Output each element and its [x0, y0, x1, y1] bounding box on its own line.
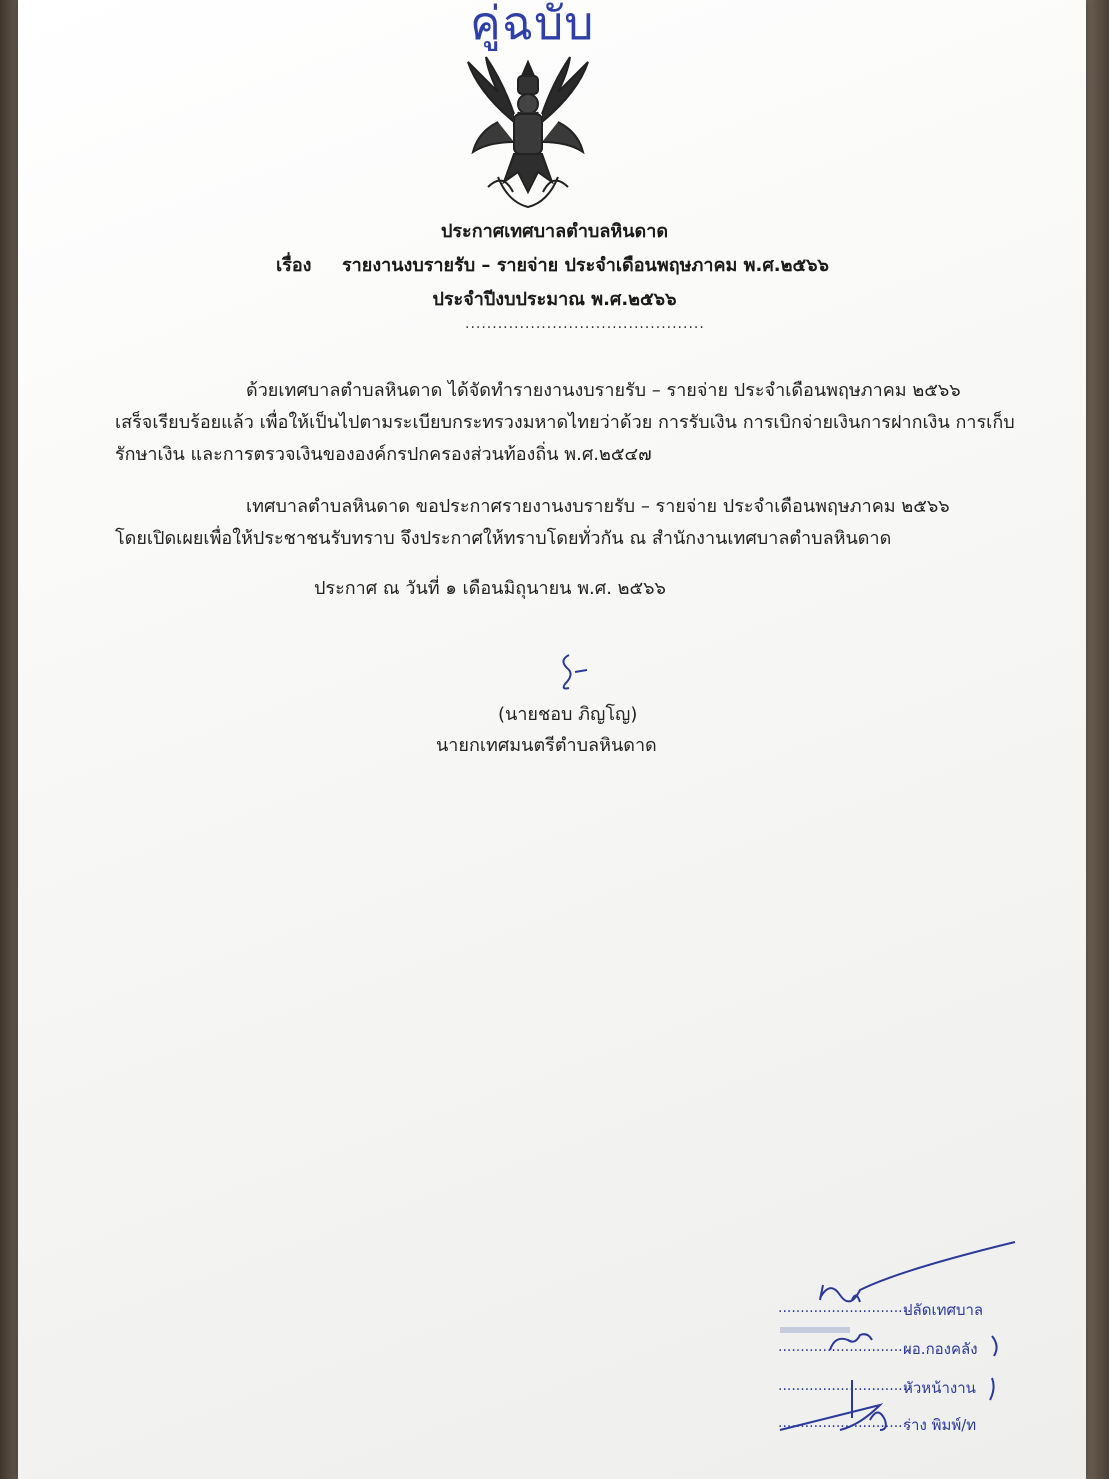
mayor-signature	[555, 650, 605, 695]
footer-dots-4: ..............................	[778, 1415, 912, 1431]
paragraph-2-line-2: โดยเปิดเผยเพื่อให้ประชาชนรับทราบ จึงประกาศให้ทราบโดยทั่วกัน ณ สำนักงานเทศบาลตำบลหินดาด	[115, 528, 892, 549]
paragraph-1-line-2: เสร็จเรียบร้อยแล้ว เพื่อให้เป็นไปตามระเบียบกระทรวงมหาดไทยว่าด้วย การรับเงิน การเบิกจ่ายเงินการฝากเงิน การเก็บ	[115, 412, 1015, 433]
footer-dots-1: ..............................	[778, 1300, 912, 1316]
signatory-position: นายกเทศมนตรีตำบลหินดาด	[436, 735, 657, 756]
paragraph-1-line-3: รักษาเงิน และการตรวจเงินขององค์กรปกครองส่วนท้องถิ่น พ.ศ.๒๕๔๗	[115, 444, 652, 465]
fiscal-year: ประจำปีงบประมาณ พ.ศ.๒๕๖๖	[432, 289, 677, 310]
footer-label-head: หัวหน้างาน	[903, 1379, 976, 1397]
paragraph-2-line-1: เทศบาลตำบลหินดาด ขอประกาศรายงานงบรายรับ – รายจ่าย ประจำเดือนพฤษภาคม ๒๕๖๖	[246, 496, 950, 517]
footer-dots-2: ..............................	[778, 1339, 912, 1355]
footer-label-finance: ผอ.กองคลัง	[903, 1340, 978, 1358]
paragraph-1-line-1: ด้วยเทศบาลตำบลหินดาด ได้จัดทำรายงานงบรายรับ – รายจ่าย ประจำเดือนพฤษภาคม ๒๕๖๖	[246, 380, 961, 401]
subject-text: รายงานงบรายรับ – รายจ่าย ประจำเดือนพฤษภาคม พ.ศ.๒๕๖๖	[342, 255, 829, 276]
title-divider: ............................................	[465, 316, 705, 332]
copy-stamp: คู่ฉบับ	[470, 0, 595, 50]
announcement-title: ประกาศเทศบาลตำบลหินดาด	[440, 221, 669, 242]
signatory-name: (นายชอบ ภิญโญ)	[498, 704, 638, 725]
footer-label-deputy: ปลัดเทศบาล	[903, 1301, 984, 1319]
garuda-emblem-icon	[458, 52, 598, 212]
subject-label: เรื่อง	[276, 255, 312, 276]
footer-label-typist: ร่าง พิมพ์/ท	[903, 1416, 977, 1434]
announce-date: ประกาศ ณ วันที่ ๑ เดือนมิถุนายน พ.ศ. ๒๕๖๖	[314, 578, 666, 599]
footer-dots-3: ..............................	[778, 1378, 912, 1394]
